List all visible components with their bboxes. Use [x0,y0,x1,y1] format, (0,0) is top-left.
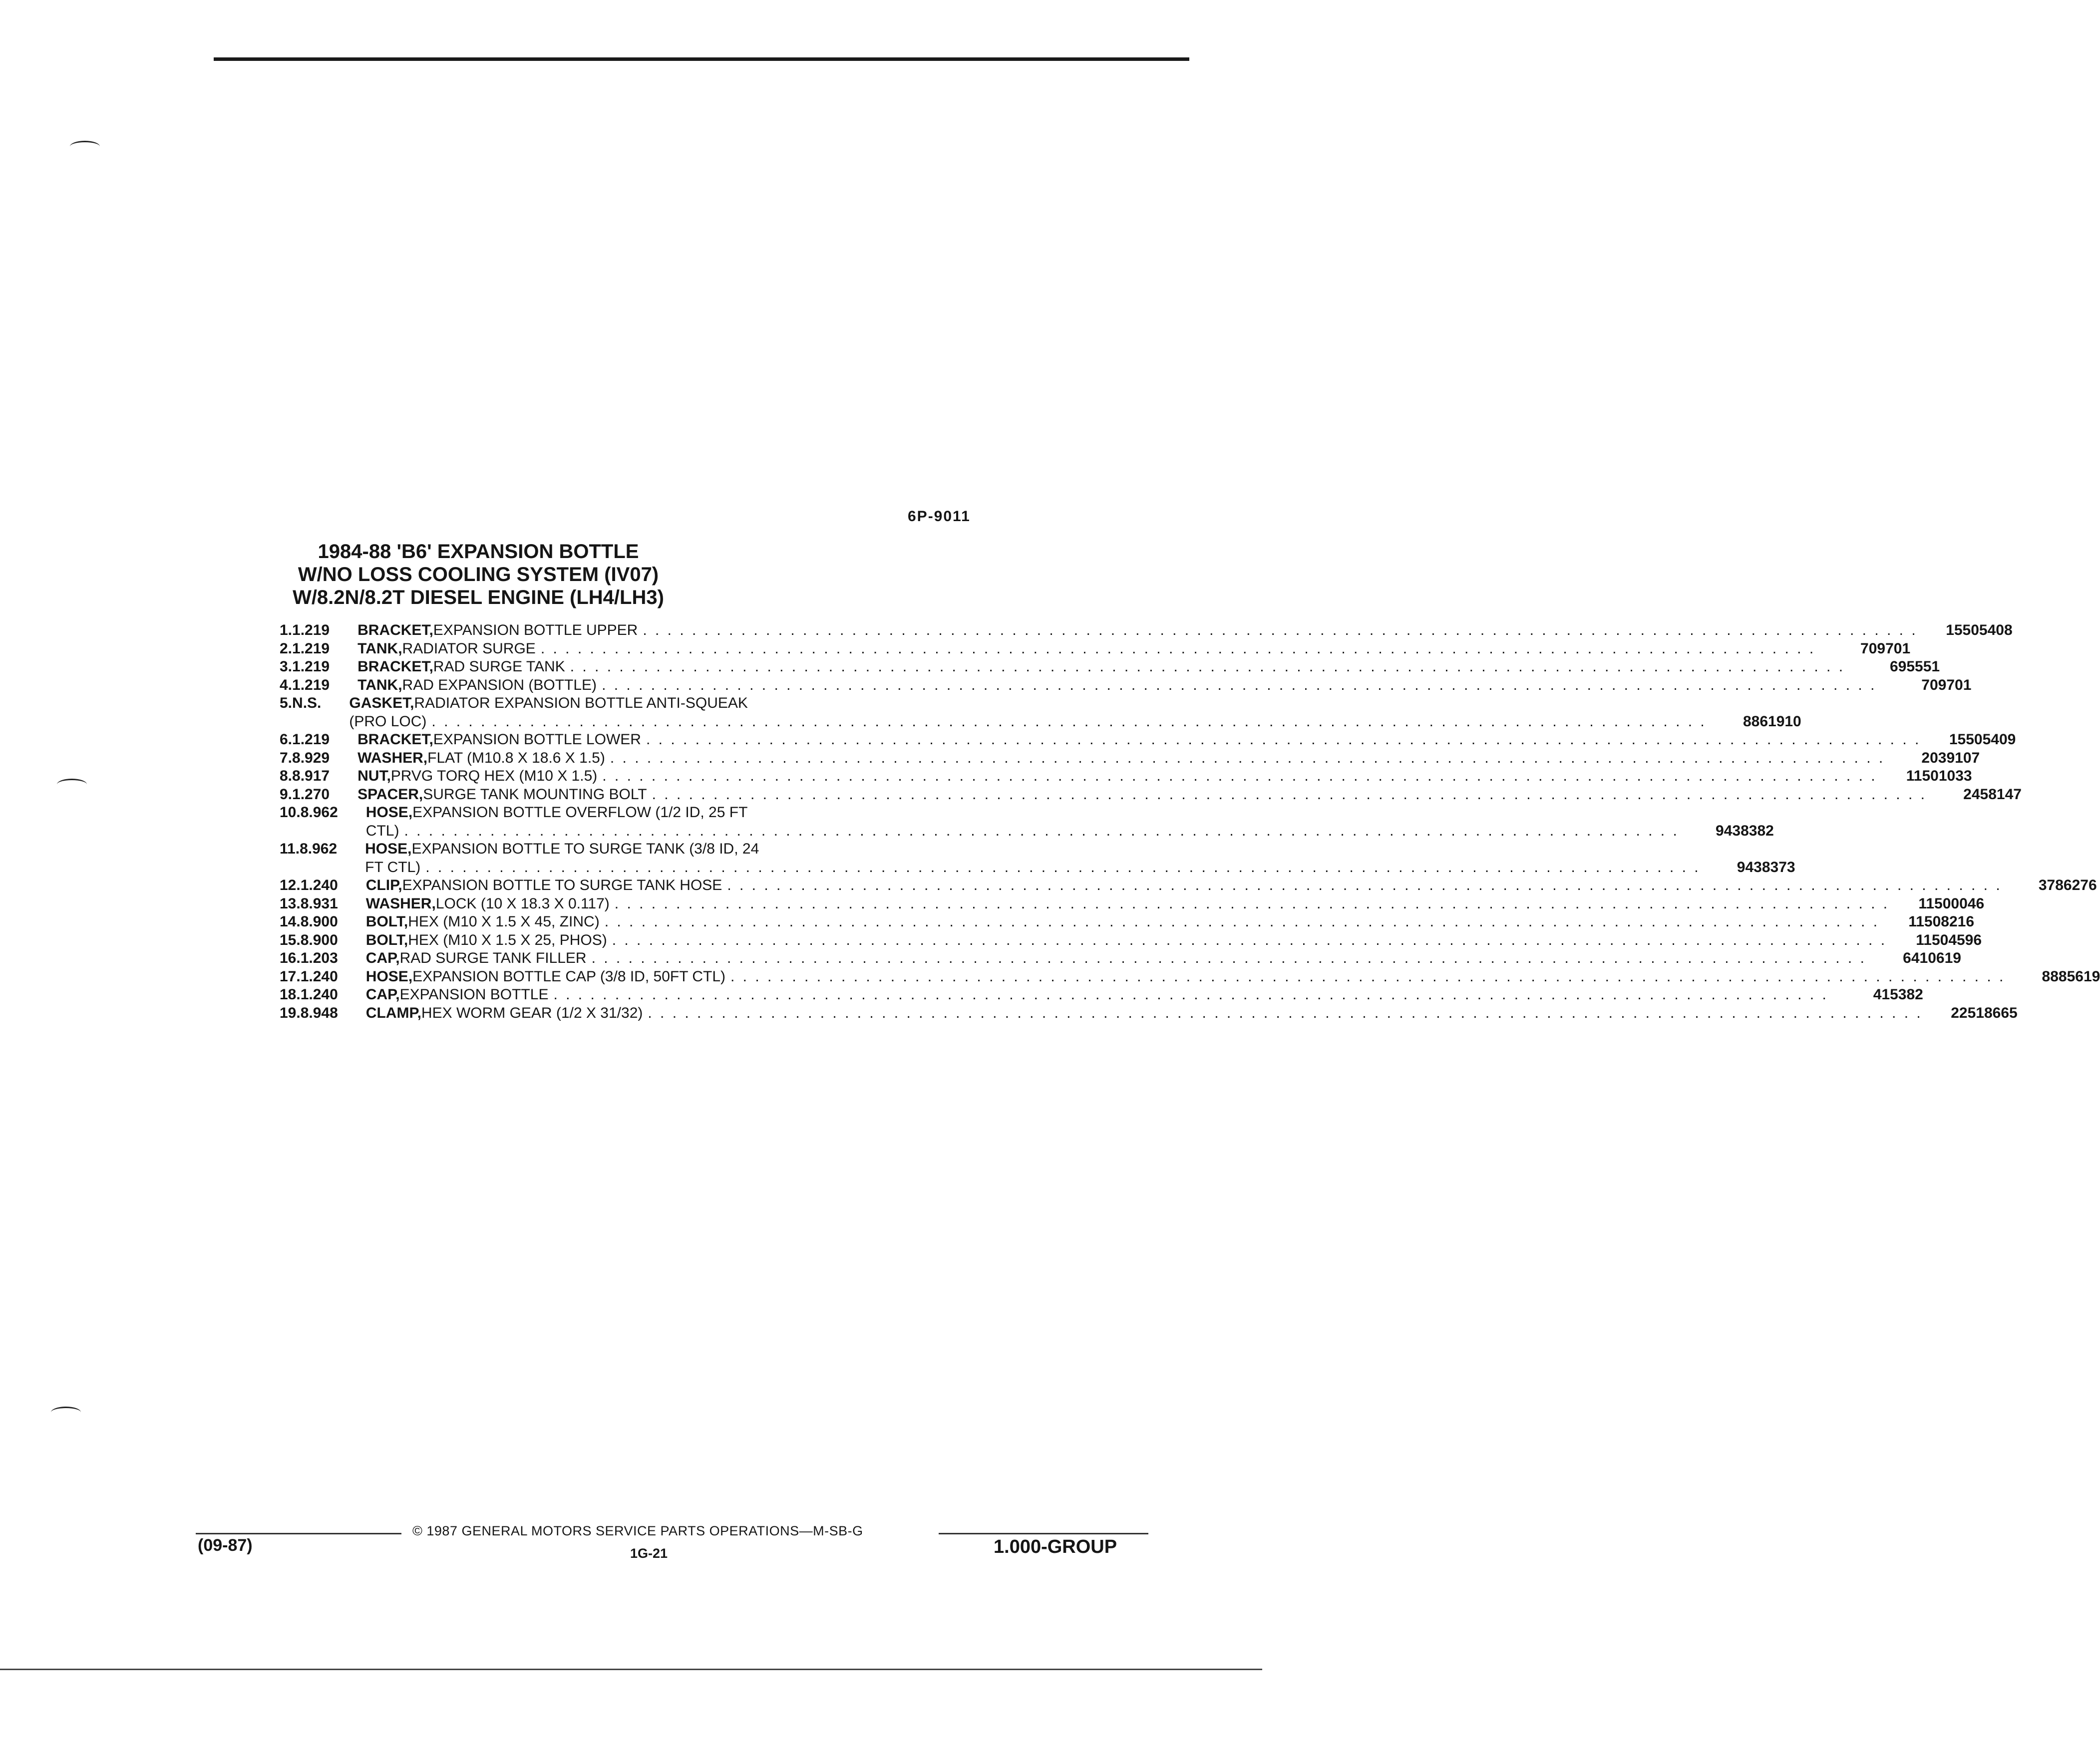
item-number: 14. [280,913,301,930]
part-row [280,840,1795,877]
part-row [280,658,1940,676]
group-number: 8.948 [300,1004,338,1021]
title-line: 1984-88 'B6' EXPANSION BOTTLE [318,541,639,563]
part-name: BOLT, [365,913,408,930]
description-line [366,968,2100,986]
part-number: 11508216 [1908,913,1975,930]
part-name: NUT, [357,768,391,784]
part-name: WASHER, [357,749,428,766]
group-number: 1.203 [300,950,338,966]
part-name: BRACKET, [357,731,433,748]
part-description [366,877,2097,895]
copyright-notice: © 1987 GENERAL MOTORS SERVICE PARTS OPERATIONS—M-SB-G [412,1523,863,1538]
dot-leader [652,786,1927,804]
part-name: TANK, [357,676,402,693]
group-number: 1.240 [300,877,338,893]
description-line [366,931,1982,950]
part-description [366,986,1923,1004]
part-name: WASHER, [365,895,436,912]
description-line [357,621,2013,640]
item-number: 16. [280,950,301,966]
part-description [349,694,1801,731]
item-number: 19. [280,1004,301,1021]
dot-leader [553,986,1828,1004]
part-row [280,731,2016,749]
dot-leader [612,931,1887,950]
part-detail: HEX (M10 X 1.5 X 25, PHOS) [408,931,607,948]
description-line [357,749,1980,768]
part-name: GASKET, [349,695,414,711]
part-number: 15505409 [1949,731,2016,748]
description-line [357,658,1940,676]
part-description [365,840,1795,877]
part-row [280,968,2100,986]
part-row [280,749,1980,768]
part-detail: CTL) [365,822,399,839]
part-number: 2458147 [1963,786,2022,803]
part-row [280,949,1961,968]
part-row [280,767,1972,786]
part-number: 415382 [1873,986,1923,1003]
part-number: 11504596 [1916,931,1982,948]
section-title [0,540,1262,609]
dot-leader [592,949,1866,968]
part-description [357,749,1980,768]
item-number: 3. [280,658,293,675]
item-number: 2. [280,640,293,657]
part-row [280,877,2097,895]
revision-date: (09-87) [198,1536,253,1555]
part-description [357,621,2013,640]
part-detail: HEX (M10 X 1.5 X 45, ZINC) [408,913,600,930]
part-number: 15505408 [1946,622,2013,638]
group-number: 1.240 [300,986,338,1003]
dot-leader [605,913,1879,931]
dot-leader [610,749,1885,768]
item-number: 9. [280,786,293,803]
dot-leader [431,713,1706,731]
description-line [365,859,1795,877]
description-line [349,694,1801,713]
group-number: 8.962 [300,804,338,821]
dot-leader [643,621,1917,640]
part-name: SPACER, [357,786,423,803]
part-number: 22518665 [1951,1004,2018,1021]
part-number: 11500046 [1918,895,1985,912]
dot-leader [602,676,1876,695]
part-row [280,786,2022,804]
description-line [366,822,1774,841]
part-number: 8885619 [2042,968,2100,985]
binder-mark [70,141,100,152]
part-description [366,931,1982,950]
part-name: TANK, [357,640,402,657]
part-description [357,786,2022,804]
part-description [366,913,1974,931]
part-number: 695551 [1889,658,1940,675]
part-number: 11501033 [1906,768,1972,784]
item-number: 5. [280,695,293,711]
description-line [357,640,1910,658]
group-number: 8.962 [300,841,338,857]
group-number: 1.219 [292,622,330,638]
part-detail: LOCK (10 X 18.3 X 0.117) [435,895,610,912]
item-number: 8. [280,768,293,784]
item-number: 13. [280,895,301,912]
part-description [366,895,1984,913]
part-detail: EXPANSION BOTTLE UPPER [433,622,638,638]
description-line [366,895,1984,913]
dot-leader [570,658,1845,676]
part-description [366,968,2100,986]
item-number: 7. [280,749,293,766]
part-row [280,621,2013,640]
description-line [357,731,2016,749]
part-row [280,694,1801,731]
part-number: 8861910 [1743,713,1801,730]
part-name: CLIP, [365,877,402,893]
part-row [280,913,1975,931]
top-rule [214,57,1189,61]
part-description [357,640,1910,658]
part-row [280,986,1923,1004]
part-detail: HEX WORM GEAR (1/2 X 31/32) [421,1004,643,1021]
description-line [366,877,2097,895]
part-detail: (PRO LOC) [349,713,427,730]
part-row [280,640,1911,658]
description-line [349,713,1801,731]
binder-mark [57,779,87,790]
part-description [357,658,1940,676]
item-number: 17. [280,968,301,985]
part-number: 9438373 [1737,859,1795,876]
item-number: 1. [280,622,293,638]
footer-rule [939,1533,1148,1534]
part-detail: RAD SURGE TANK FILLER [399,950,587,966]
part-detail: FLAT (M10.8 X 18.6 X 1.5) [427,749,605,766]
part-row [280,804,1774,840]
part-detail: RADIATOR EXPANSION BOTTLE ANTI-SQUEAK [414,695,748,711]
part-detail: EXPANSION BOTTLE OVERFLOW (1/2 ID, 25 FT [412,804,748,821]
part-description [366,804,1774,840]
description-line [366,986,1923,1004]
group-number: 8.929 [292,749,330,766]
group-label: 1.000-GROUP [994,1536,1117,1557]
title-line: W/NO LOSS COOLING SYSTEM (IV07) [298,564,659,586]
part-detail: SURGE TANK MOUNTING BOLT [423,786,647,803]
item-number: 12. [280,877,301,893]
part-name: CAP, [365,986,400,1003]
part-name: CLAMP, [365,1004,421,1021]
part-row [280,931,1982,950]
part-detail: EXPANSION BOTTLE CAP (3/8 ID, 50FT CTL) [412,968,725,985]
part-description [366,1004,2018,1023]
dot-leader [541,640,1815,658]
part-detail: EXPANSION BOTTLE LOWER [433,731,641,748]
part-number: 6410619 [1903,950,1961,966]
part-number: 709701 [1860,640,1911,657]
group-number: 1.219 [292,658,330,675]
item-number: 18. [280,986,301,1003]
item-number: 11. [280,841,300,857]
parts-list [280,621,2100,1022]
part-detail: EXPANSION BOTTLE TO SURGE TANK (3/8 ID, 24 [411,841,759,857]
part-name: CAP, [365,950,400,966]
part-name: BRACKET, [357,622,433,638]
description-line [357,676,1971,695]
group-number: 1.219 [292,640,330,657]
group-number: 1.240 [300,968,338,985]
part-description [357,767,1972,786]
group-number: 8.900 [300,913,338,930]
item-number: 10. [280,804,301,821]
description-line [366,949,1961,968]
dot-leader [646,731,1921,749]
description-line [366,913,1974,931]
part-description [366,949,1961,968]
bottom-rule [0,1669,1262,1670]
part-row [280,676,1972,695]
page-number: 1G-21 [630,1546,668,1561]
description-line [366,804,1774,822]
part-name: HOSE, [365,968,413,985]
group-number: 8.900 [300,931,338,948]
dot-leader [425,859,1700,877]
dot-leader [615,895,1889,913]
part-detail: RAD SURGE TANK [433,658,565,675]
part-detail: EXPANSION BOTTLE TO SURGE TANK HOSE [402,877,722,893]
part-description [357,676,1971,695]
footer-rule [196,1533,401,1534]
item-number: 4. [280,676,293,693]
part-detail: RAD EXPANSION (BOTTLE) [402,676,597,693]
item-number: 6. [280,731,293,748]
dot-leader [404,822,1679,841]
binder-mark [51,1407,81,1418]
part-name: HOSE, [365,841,412,857]
group-number: 1.270 [292,786,330,803]
part-detail: PRVG TORQ HEX (M10 X 1.5) [390,768,598,784]
title-line: W/8.2N/8.2T DIESEL ENGINE (LH4/LH3) [293,586,664,608]
part-detail: RADIATOR SURGE [402,640,536,657]
part-row [280,895,1985,913]
dot-leader [648,1004,1922,1023]
description-line [365,840,1795,859]
description-line [357,767,1972,786]
dot-leader [602,767,1877,786]
dot-leader [727,877,2002,895]
part-number: 2039107 [1921,749,1980,766]
part-number: 709701 [1921,676,1972,693]
part-number: 9438382 [1716,822,1774,839]
description-line [357,786,2022,804]
group-number: 1.219 [292,731,330,748]
part-name: BOLT, [365,931,408,948]
document-code: 6P-9011 [908,508,971,525]
group-number: 8.931 [300,895,338,912]
part-description [357,731,2016,749]
part-row [280,1004,2018,1023]
part-detail: FT CTL) [365,859,421,876]
group-number: 8.917 [292,768,330,784]
item-number: 15. [280,931,301,948]
group-number: 1.219 [292,676,330,693]
description-line [366,1004,2018,1023]
group-number: N.S. [292,695,322,711]
part-detail: EXPANSION BOTTLE [399,986,549,1003]
part-name: HOSE, [365,804,413,821]
part-number: 3786276 [2038,877,2097,893]
dot-leader [730,968,2005,986]
part-name: BRACKET, [357,658,433,675]
